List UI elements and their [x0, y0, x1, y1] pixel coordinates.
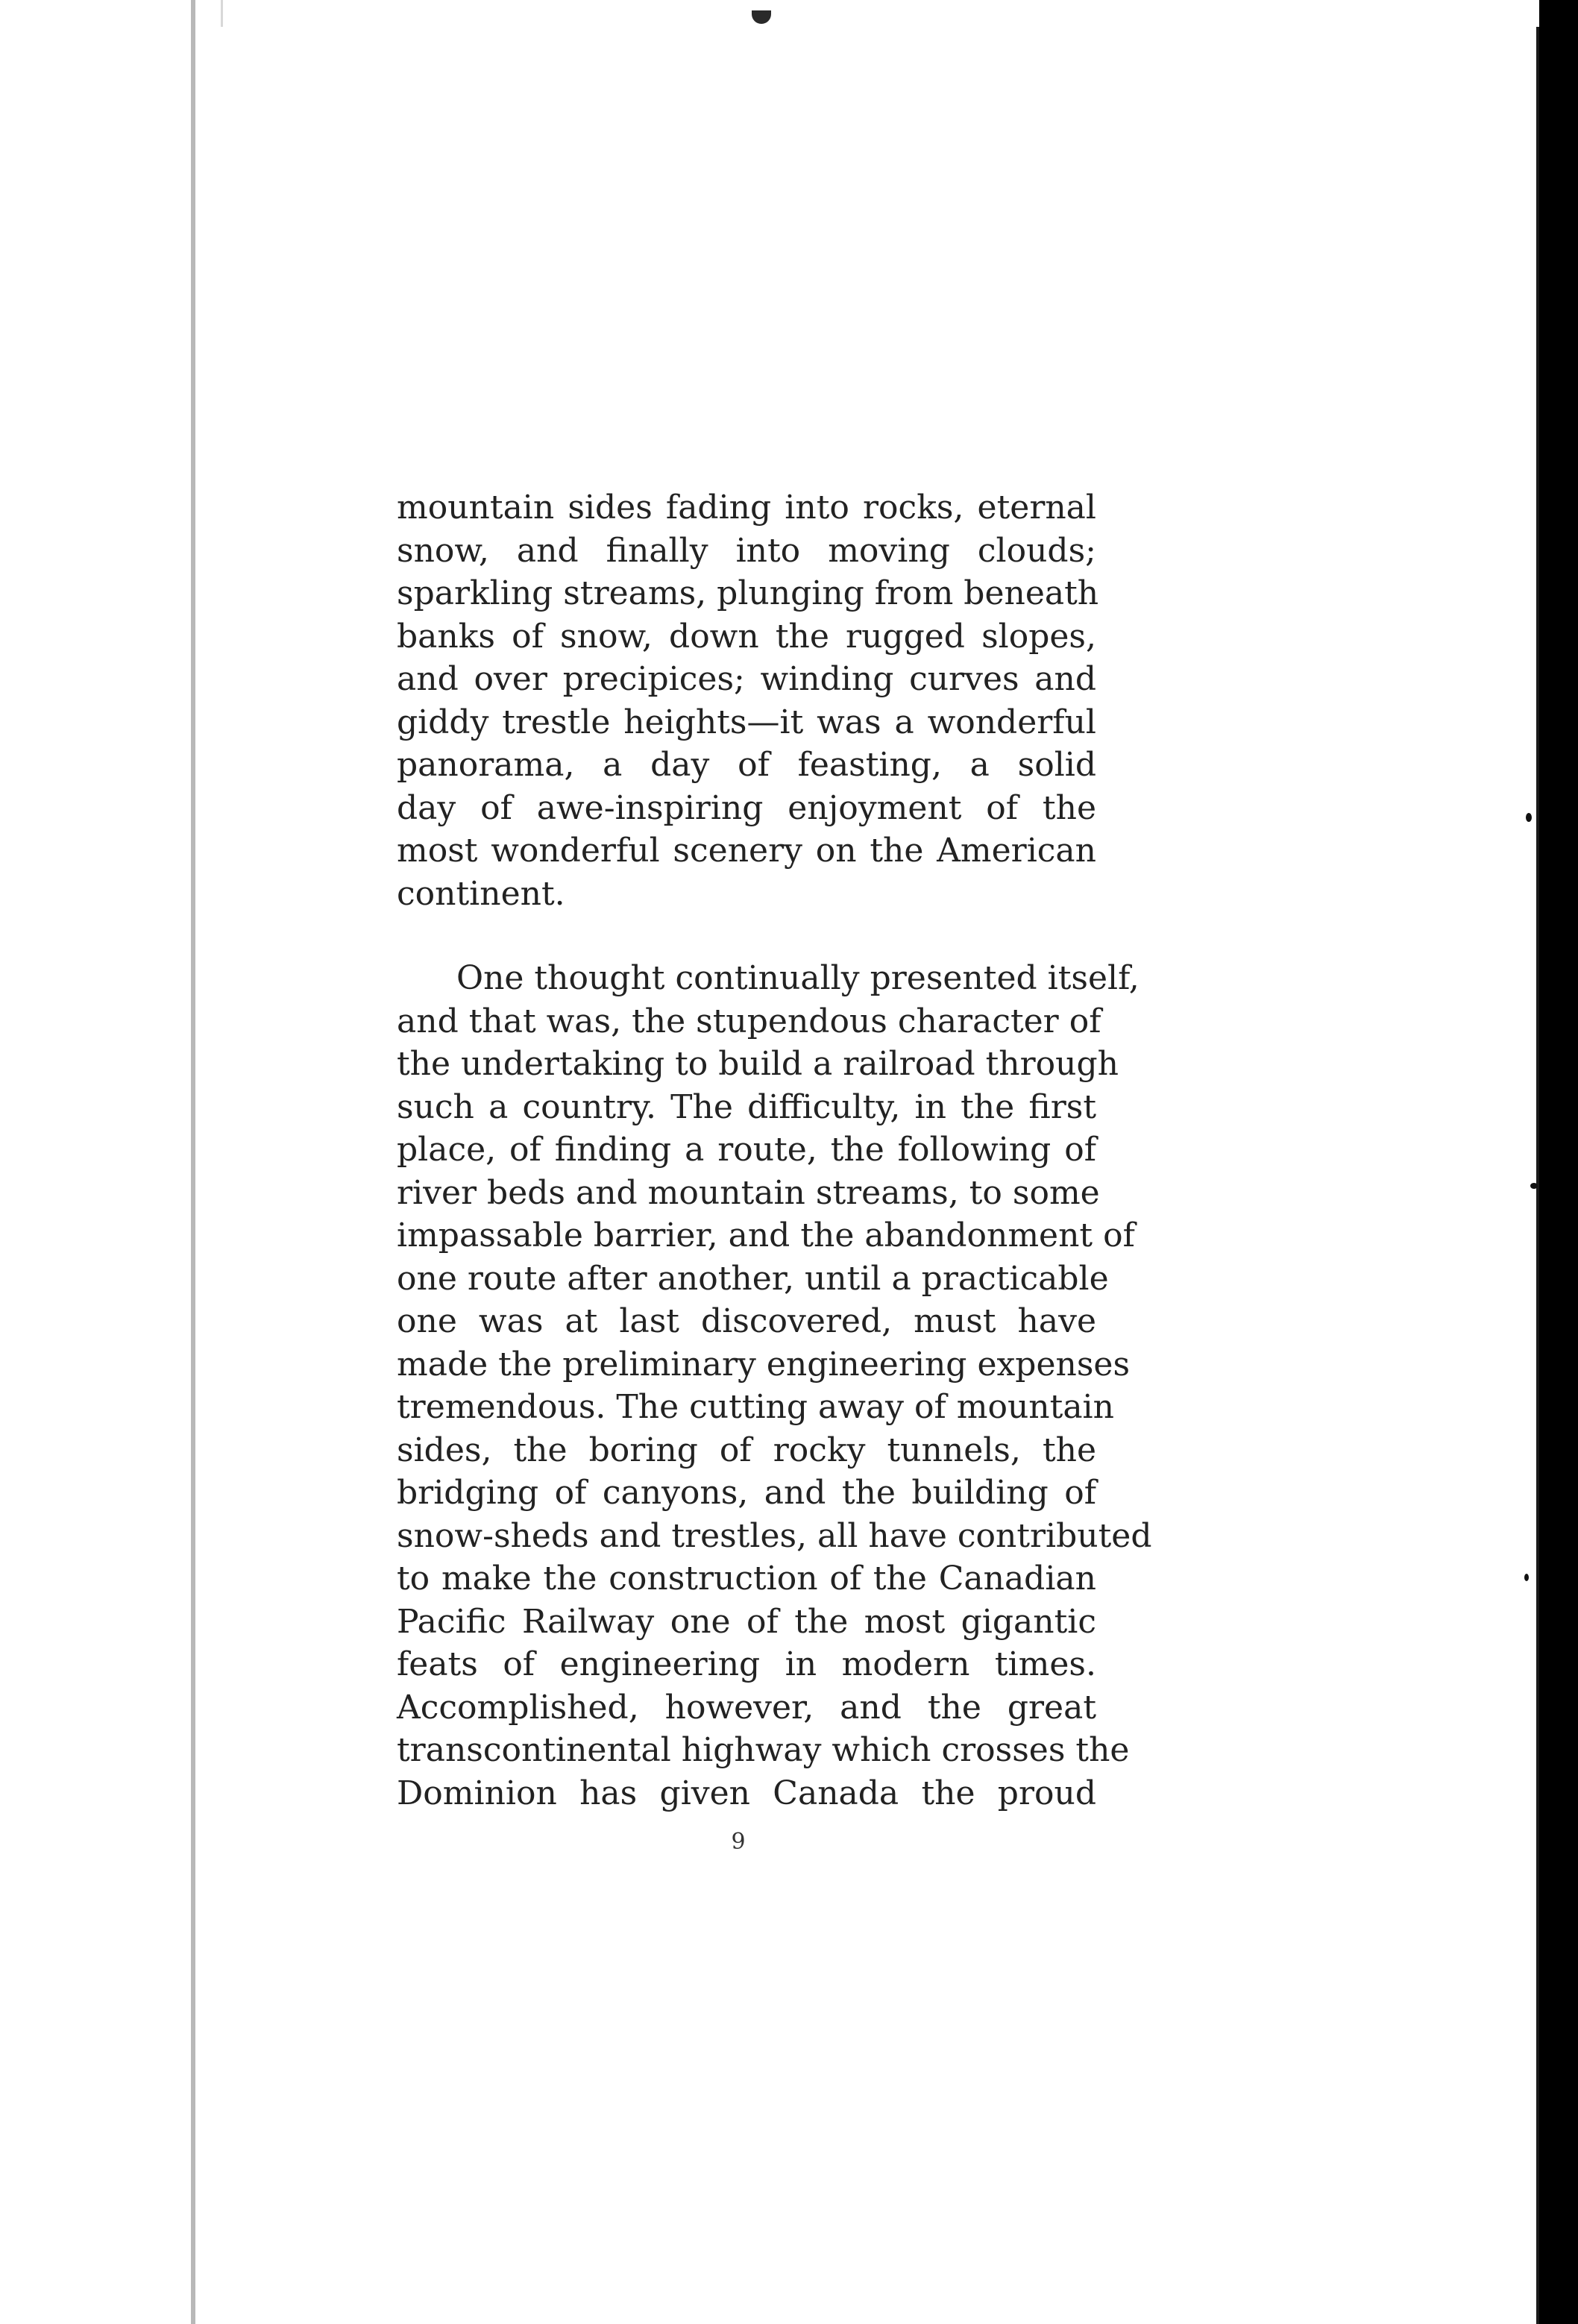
text-line: place, of finding a route, the following of: [397, 1131, 1096, 1169]
page-number: 9: [731, 1829, 746, 1855]
text-line: to make the construction of the Canadian: [397, 1560, 1096, 1598]
text-line: continent.: [397, 874, 565, 913]
text-line: one was at last discovered, must have: [397, 1302, 1096, 1340]
text-line: banks of snow, down the rugged slopes,: [397, 617, 1096, 656]
text-line: most wonderful scenery on the American: [397, 832, 1096, 870]
text-line: bridging of canyons, and the building of: [397, 1474, 1096, 1512]
scan-speck: [1526, 813, 1532, 822]
text-line: and that was, the stupendous character of: [397, 1002, 1101, 1040]
paragraph-1: [397, 486, 1099, 915]
text-line: one route after another, until a practicable: [397, 1259, 1109, 1298]
body-text: [397, 486, 1152, 1815]
text-line: snow-sheds and trestles, all have contributed: [397, 1516, 1152, 1555]
text-line: river beds and mountain streams, to some: [397, 1173, 1100, 1212]
scan-edge-dark: [1539, 0, 1578, 2324]
text-line: mountain sides fading into rocks, eternal: [397, 489, 1096, 527]
text-line: such a country. The difficulty, in the first: [397, 1087, 1096, 1126]
text-line: and over precipices; winding curves and: [397, 660, 1096, 698]
text-line: made the preliminary engineering expenses: [397, 1345, 1131, 1384]
text-line: Accomplished, however, and the great: [397, 1688, 1096, 1727]
paragraph-2: [397, 957, 1152, 1815]
text-line: Pacific Railway one of the most gigantic: [397, 1602, 1096, 1641]
text-line: sides, the boring of rocky tunnels, the: [397, 1430, 1096, 1469]
text-line: the undertaking to build a railroad through: [397, 1045, 1119, 1083]
text-line: snow, and finally into moving clouds;: [397, 531, 1096, 570]
text-line: sparkling streams, plunging from beneath: [397, 574, 1099, 612]
text-line: One thought continually presented itself,: [456, 959, 1140, 997]
scan-speck: [1530, 1183, 1538, 1189]
binding-mark: [752, 10, 771, 24]
text-line: day of awe-inspiring enjoyment of the: [397, 788, 1096, 827]
text-line: transcontinental highway which crosses the: [397, 1731, 1130, 1769]
text-line: feats of engineering in modern times.: [397, 1645, 1096, 1683]
paragraph-gap: [397, 915, 1096, 957]
text-line: impassable barrier, and the abandonment of: [397, 1216, 1135, 1254]
text-line: giddy trestle heights—it was a wonderful: [397, 703, 1096, 741]
text-line: panorama, a day of feasting, a solid: [397, 746, 1096, 784]
scan-speck: [1524, 1574, 1529, 1581]
text-line: Dominion has given Canada the proud: [397, 1774, 1096, 1812]
text-line: tremendous. The cutting away of mountain: [397, 1388, 1114, 1426]
